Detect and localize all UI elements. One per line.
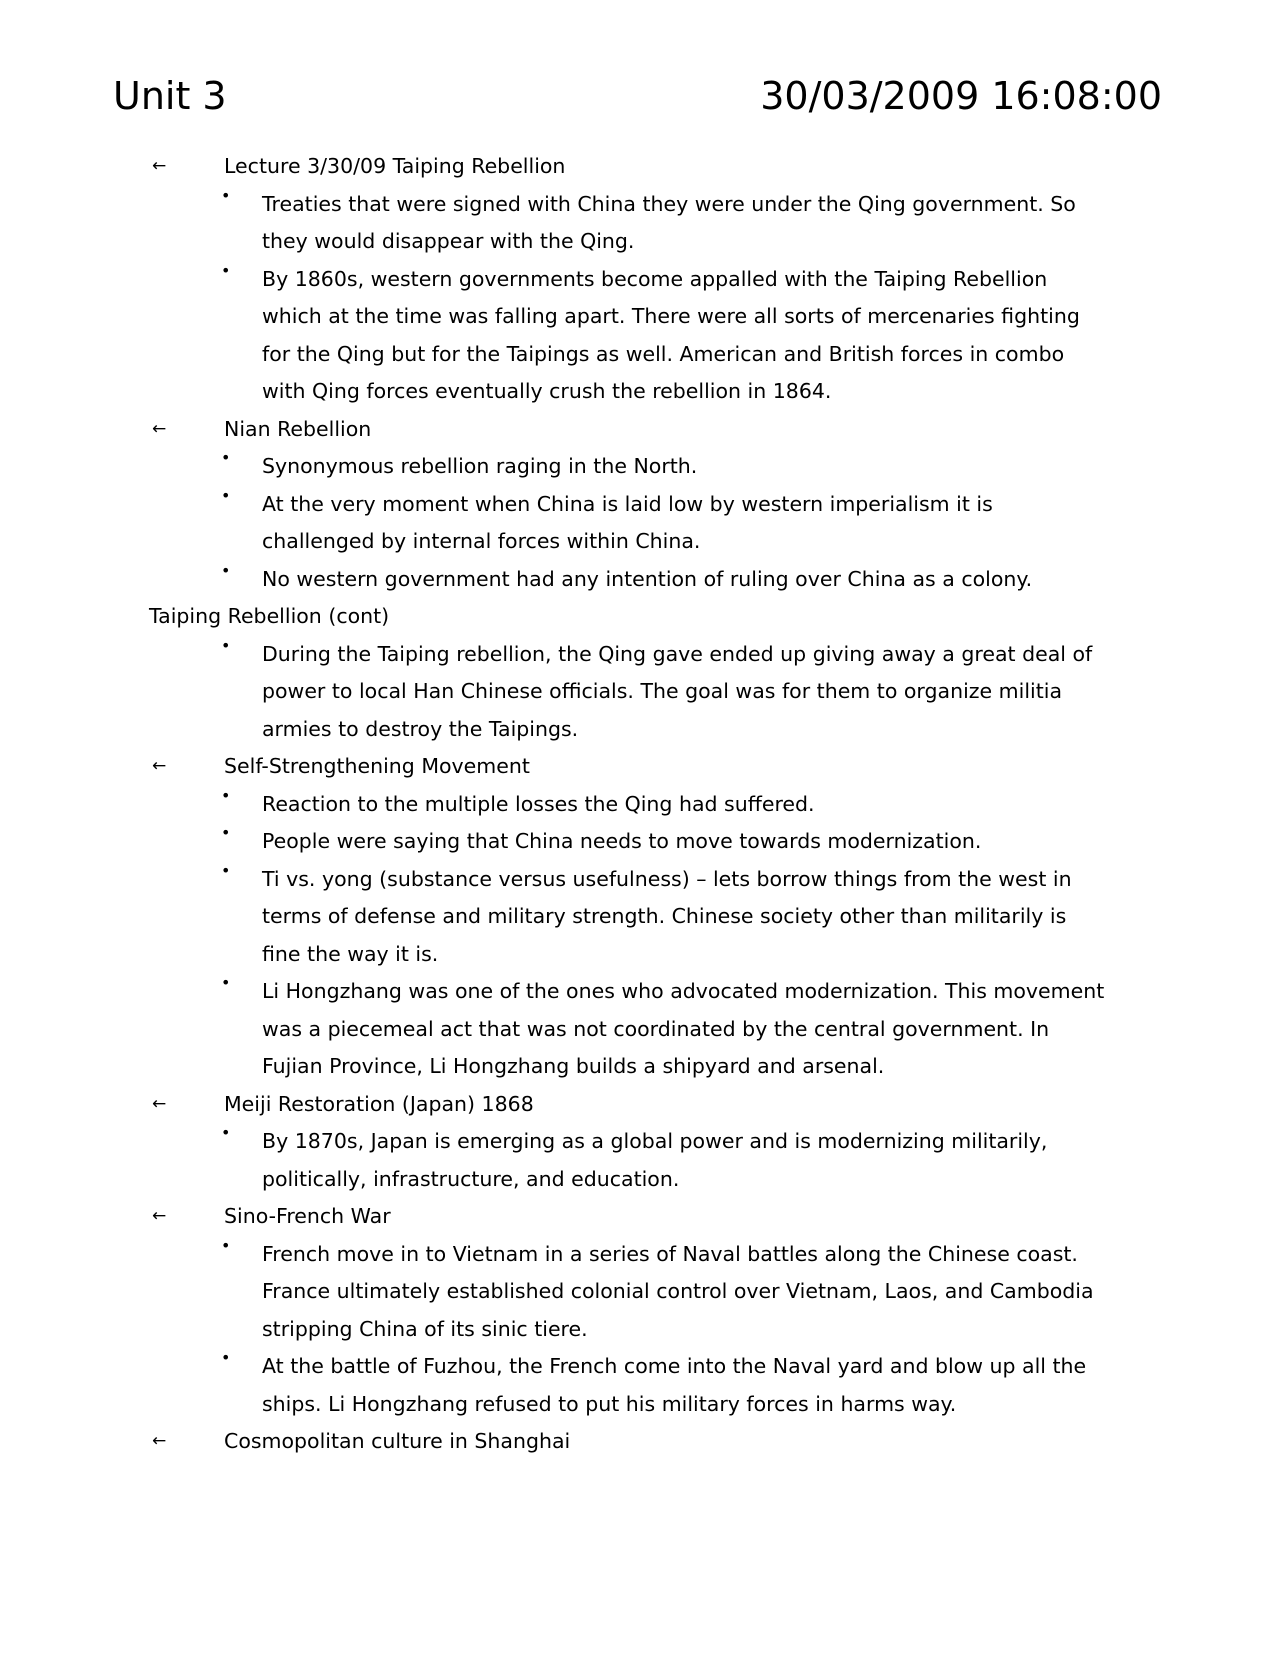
- topic-heading-text: Lecture 3/30/09 Taiping Rebellion: [224, 154, 566, 178]
- bullet-text-line: By 1870s, Japan is emerging as a global power and is modernizing militarily,: [262, 1129, 1048, 1153]
- bullet-text-line: By 1860s, western governments become appalled with the Taiping Rebellion: [262, 266, 1048, 291]
- arrow-left-icon: ←: [152, 1206, 167, 1226]
- bullet-dot-icon: •: [221, 973, 231, 992]
- bullet-text-line: they would disappear with the Qing.: [262, 229, 635, 253]
- bullet-item: [0, 448, 1122, 486]
- bullet-dot-icon: •: [221, 260, 231, 280]
- bullet-text-line: stripping China of its sinic tiere.: [262, 1316, 588, 1341]
- bullet-item: [0, 186, 1122, 261]
- bullet-dot-icon: •: [221, 185, 231, 205]
- bullet-text-line: During the Taiping rebellion, the Qing gave ended up giving away a great deal of: [262, 641, 1093, 666]
- topic-heading-text: Cosmopolitan culture in Shanghai: [224, 1429, 571, 1453]
- bullet-dot-icon: •: [221, 560, 231, 580]
- bullet-item: [0, 973, 1122, 1086]
- bullet-text-line: No western government had any intention of ruling over China as a colony.: [262, 566, 1033, 591]
- bullet-dot-icon: •: [221, 1235, 231, 1255]
- topic-heading-text: Nian Rebellion: [224, 416, 372, 441]
- bullet-text-line: At the very moment when China is laid low by western imperialism it is: [262, 491, 993, 516]
- bullet-text-line: was a piecemeal act that was not coordinated by the central government. In: [262, 1016, 1050, 1041]
- bullet-dot-icon: •: [221, 823, 231, 842]
- bullet-text-line: French move in to Vietnam in a series of Naval battles along the Chinese coast.: [262, 1241, 1078, 1266]
- arrow-left-icon: ←: [152, 418, 167, 439]
- page-title: Unit 3: [113, 74, 227, 118]
- page-datetime: 30/03/2009 16:08:00: [760, 74, 1162, 118]
- notes-body: [0, 148, 1280, 1461]
- bullet-text-line: Ti vs. yong (substance versus usefulness) – lets borrow things from the west in: [262, 866, 1072, 891]
- bullet-item: [0, 1123, 1122, 1198]
- bullet-item: [0, 786, 1122, 824]
- bullet-dot-icon: •: [221, 485, 231, 505]
- bullet-text-line: At the battle of Fuzhou, the French come into the Naval yard and blow up all the: [262, 1354, 1087, 1378]
- bullet-item: [0, 1348, 1122, 1423]
- topic-heading-text: Meiji Restoration (Japan) 1868: [224, 1091, 534, 1116]
- bullet-text-line: challenged by internal forces within China.: [262, 529, 701, 553]
- bullet-text-line: Reaction to the multiple losses the Qing had suffered.: [262, 791, 815, 816]
- bullet-dot-icon: •: [221, 860, 231, 880]
- topic-heading: [0, 1423, 1280, 1461]
- bullet-item: [0, 823, 1122, 861]
- topic-heading-text: Sino-French War: [224, 1204, 391, 1228]
- bullet-text-line: fine the way it is.: [262, 941, 439, 966]
- bullet-dot-icon: •: [221, 1348, 231, 1367]
- arrow-left-icon: ←: [152, 156, 167, 176]
- bullet-text-line: which at the time was falling apart. There were all sorts of mercenaries fighting: [262, 304, 1080, 328]
- arrow-left-icon: ←: [152, 756, 167, 776]
- bullet-text-line: Synonymous rebellion raging in the North.: [262, 454, 698, 478]
- bullet-text-line: armies to destroy the Taipings.: [262, 716, 579, 741]
- arrow-left-icon: ←: [152, 1431, 167, 1451]
- topic-heading: [0, 748, 1280, 786]
- bullet-item: [0, 1236, 1122, 1349]
- bullet-item: [0, 861, 1122, 974]
- bullet-dot-icon: •: [221, 635, 231, 655]
- bullet-text-line: power to local Han Chinese officials. The goal was for them to organize militia: [262, 679, 1063, 703]
- bullet-text-line: for the Qing but for the Taipings as well. American and British forces in combo: [262, 341, 1065, 366]
- arrow-left-icon: ←: [152, 1093, 167, 1114]
- bullet-dot-icon: •: [221, 448, 231, 467]
- bullet-item: [0, 636, 1122, 749]
- topic-heading: [0, 1086, 1280, 1124]
- topic-heading: [0, 1198, 1280, 1236]
- bullet-text-line: France ultimately established colonial control over Vietnam, Laos, and Cambodia: [262, 1279, 1094, 1303]
- bullet-text-line: Li Hongzhang was one of the ones who advocated modernization. This movement: [262, 979, 1105, 1003]
- bullet-text-line: ships. Li Hongzhang refused to put his military forces in harms way.: [262, 1391, 957, 1416]
- bullet-dot-icon: •: [221, 785, 231, 805]
- bullet-text-line: Fujian Province, Li Hongzhang builds a shipyard and arsenal.: [262, 1054, 885, 1078]
- bullet-text-line: Treaties that were signed with China they were under the Qing government. So: [262, 191, 1076, 216]
- bullet-item: [0, 261, 1122, 411]
- topic-heading: [0, 148, 1280, 186]
- bullet-item: [0, 486, 1122, 561]
- bullet-text-line: terms of defense and military strength. Chinese society other than militarily is: [262, 904, 1067, 928]
- bullet-text-line: politically, infrastructure, and education.: [262, 1166, 680, 1191]
- bullet-dot-icon: •: [221, 1123, 231, 1142]
- bullet-text-line: with Qing forces eventually crush the rebellion in 1864.: [262, 379, 832, 403]
- bullet-item: [0, 561, 1122, 599]
- bullet-text-line: People were saying that China needs to move towards modernization.: [262, 829, 982, 853]
- topic-heading-text: Self-Strengthening Movement: [224, 754, 530, 778]
- section-heading: Taiping Rebellion (cont): [149, 604, 390, 628]
- topic-heading: [0, 411, 1280, 449]
